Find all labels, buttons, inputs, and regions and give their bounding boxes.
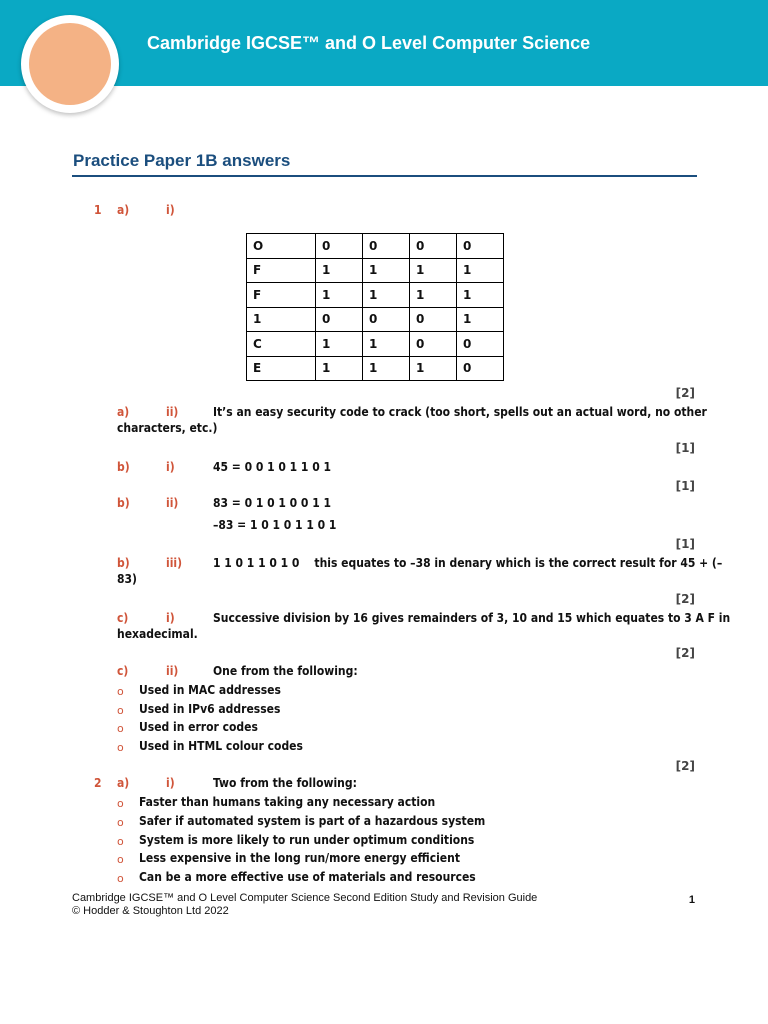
subpart-label: ii) [166,664,179,678]
table-cell: 0 [316,234,363,259]
table-cell: 1 [457,258,504,283]
answer-text: –83 = 1 0 1 0 1 1 0 1 [213,518,337,532]
answer-intro: One from the following: [213,664,358,678]
table-cell: 1 [247,307,316,332]
footer [72,892,537,918]
answer-text: Successive division by 16 gives remainders of 3, 10 and 15 which equates to 3 A F in [213,611,731,625]
list-item: Used in HTML colour codes [139,739,303,753]
bullet-icon: o [117,835,124,848]
table-cell: 1 [363,356,410,381]
marks: [1] [675,441,695,455]
answer-text: 83 = 0 1 0 1 0 0 1 1 [213,496,331,510]
bullet-icon: o [117,797,124,810]
bullet-icon: o [117,704,124,717]
truth-table [246,233,504,381]
bullet-icon: o [117,853,124,866]
list-item: Used in error codes [139,720,258,734]
part-label: a) [117,776,130,790]
list-item: Less expensive in the long run/more energy efficient [139,851,460,865]
table-row [247,356,504,381]
table-row [247,283,504,308]
table-cell: 1 [363,332,410,357]
table-cell: C [247,332,316,357]
bullet-icon: o [117,816,124,829]
table-cell: 1 [316,332,363,357]
table-cell: 0 [457,332,504,357]
table-cell: E [247,356,316,381]
table-cell: 0 [316,307,363,332]
table-cell: 0 [457,234,504,259]
part-label: a) [117,203,130,217]
answer-text: It’s an easy security code to crack (too short, spells out an actual word, no other [213,405,707,419]
table-cell: 1 [410,258,457,283]
table-cell: 0 [410,234,457,259]
list-item: Safer if automated system is part of a hazardous system [139,814,486,828]
answer-text: characters, etc.) [117,421,218,435]
marks: [1] [675,479,695,493]
part-label: c) [117,611,129,625]
subpart-label: i) [166,203,175,217]
table-cell: 0 [457,356,504,381]
bullet-icon: o [117,685,124,698]
answer-text: 1 1 0 1 1 0 1 0 this equates to –38 in denary which is the correct result for 45 + (– [213,556,723,570]
list-item: Faster than humans taking any necessary action [139,795,436,809]
table-cell: 1 [363,283,410,308]
question-number: 2 [94,776,102,790]
logo [21,15,119,113]
table-row [247,332,504,357]
table-cell: 0 [363,307,410,332]
bullet-icon: o [117,722,124,735]
list-item: Used in IPv6 addresses [139,702,281,716]
table-cell: 1 [316,258,363,283]
subpart-label: i) [166,611,175,625]
subpart-label: iii) [166,556,183,570]
footer-copyright: © Hodder & Stoughton Ltd 2022 [72,905,229,917]
marks: [2] [675,592,695,606]
footer-book-title: Cambridge IGCSE™ and O Level Computer Science Second Edition Study and Revision Guide [72,892,538,904]
table-cell: 1 [457,283,504,308]
part-label: b) [117,460,130,474]
table-cell: 1 [316,283,363,308]
table-cell: 0 [410,332,457,357]
marks: [2] [675,646,695,660]
marks: [2] [675,386,695,400]
table-cell: 1 [363,258,410,283]
table-cell: 1 [316,356,363,381]
bullet-icon: o [117,741,124,754]
part-label: b) [117,556,130,570]
answer-text: 45 = 0 0 1 0 1 1 0 1 [213,460,331,474]
table-cell: 0 [410,307,457,332]
table-row [247,258,504,283]
answer-text: hexadecimal. [117,627,198,641]
header-banner [0,0,768,86]
table-cell: 1 [410,283,457,308]
subpart-label: ii) [166,405,179,419]
answer-text: 83) [117,572,137,586]
table-cell: F [247,283,316,308]
title-divider [72,175,697,177]
table-cell: 1 [410,356,457,381]
table-cell: 1 [457,307,504,332]
question-number: 1 [94,203,102,217]
marks: [1] [675,537,695,551]
page-title: Practice Paper 1B answers [73,151,291,170]
list-item: Used in MAC addresses [139,683,281,697]
table-cell: F [247,258,316,283]
subpart-label: i) [166,776,175,790]
subpart-label: i) [166,460,175,474]
logo-circle [29,23,111,105]
part-label: c) [117,664,129,678]
marks: [2] [675,759,695,773]
table-row [247,234,504,259]
part-label: b) [117,496,130,510]
list-item: System is more likely to run under optimum conditions [139,833,475,847]
table-cell: O [247,234,316,259]
list-item: Can be a more effective use of materials and resources [139,870,476,884]
header-title: Cambridge IGCSE™ and O Level Computer Science [147,33,591,53]
table-row [247,307,504,332]
answer-intro: Two from the following: [213,776,357,790]
part-label: a) [117,405,130,419]
table-cell: 0 [363,234,410,259]
bullet-icon: o [117,872,124,885]
subpart-label: ii) [166,496,179,510]
page-number: 1 [688,894,695,906]
